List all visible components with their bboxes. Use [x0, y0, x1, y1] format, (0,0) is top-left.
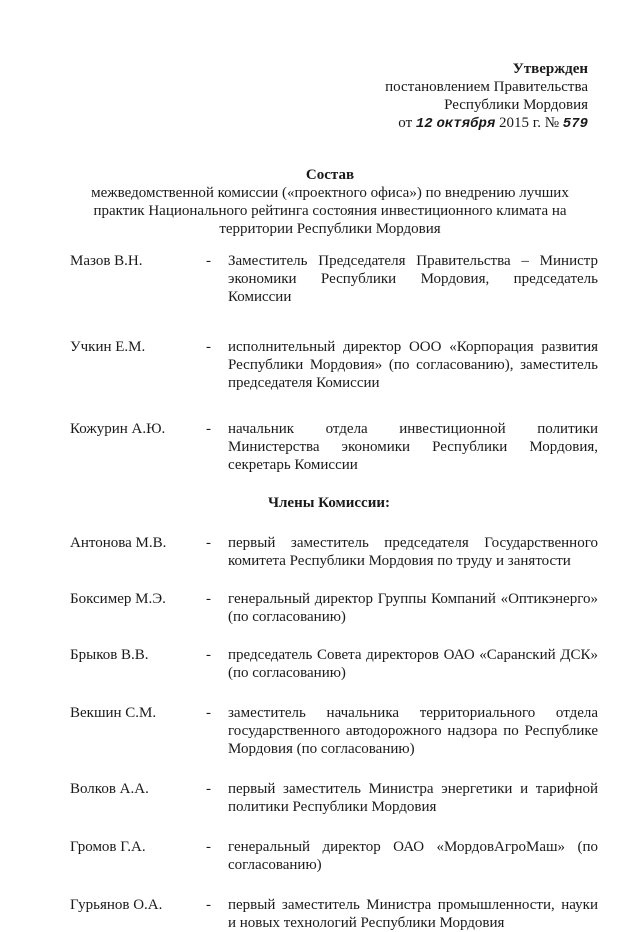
commission-list — [70, 252, 598, 932]
person-name: Мазов В.Н. — [70, 253, 143, 269]
document-number: 579 — [562, 116, 588, 132]
dash: - — [206, 781, 211, 797]
list-item — [70, 338, 598, 392]
person-name: Векшин С.М. — [70, 705, 157, 721]
title-heading: Состав — [305, 167, 355, 183]
list-item — [70, 646, 598, 682]
list-item — [70, 780, 598, 816]
members-heading: Члены Комиссии: — [268, 495, 390, 511]
approval-line-2: постановлением Правительства — [385, 79, 588, 95]
person-role: первый заместитель Министра энергетики и тарифной политики Республики Мордовия — [228, 781, 598, 815]
person-role: Заместитель Председателя Правительства – Министр экономики Республики Мордовия, председатель Комиссии — [228, 253, 598, 305]
person-name: Брыков В.В. — [70, 647, 149, 663]
person-name: Громов Г.А. — [70, 839, 146, 855]
dash: - — [206, 839, 211, 855]
person-role: председатель Совета директоров ОАО «Саранский ДСК» (по согласованию) — [228, 647, 598, 681]
document-title — [60, 166, 600, 238]
person-role: генеральный директор ОАО «МордовАгроМаш» (по согласованию) — [228, 839, 598, 873]
person-role: первый заместитель Министра промышленности, науки и новых технологий Республики Мордовия — [228, 897, 598, 931]
title-line: территории Республики Мордовия — [219, 221, 441, 237]
person-role: генеральный директор Группы Компаний «Оптикэнерго» (по согласованию) — [228, 591, 598, 625]
dash: - — [206, 421, 211, 437]
list-item — [70, 590, 598, 626]
approval-title: Утвержден — [512, 61, 588, 77]
dash: - — [206, 535, 211, 551]
dash: - — [206, 705, 211, 721]
date-prefix: от — [398, 115, 413, 131]
person-name: Боксимер М.Э. — [70, 591, 166, 607]
dash: - — [206, 339, 211, 355]
title-line: межведомственной комиссии («проектного офиса») по внедрению лучших — [91, 185, 569, 201]
dash: - — [206, 647, 211, 663]
person-name: Кожурин А.Ю. — [70, 421, 166, 437]
list-item — [70, 252, 598, 306]
date-year: 2015 г. № — [499, 115, 560, 131]
list-item — [70, 838, 598, 874]
person-name: Гурьянов О.А. — [70, 897, 163, 913]
date-day: 12 — [415, 116, 433, 132]
dash: - — [206, 591, 211, 607]
approval-line-3: Республики Мордовия — [444, 97, 588, 113]
person-role: заместитель начальника территориального отдела государственного автодорожного надзора по Республике Мордовия (по согласованию) — [228, 705, 598, 757]
approval-block — [328, 60, 588, 133]
dash: - — [206, 253, 211, 269]
person-name: Волков А.А. — [70, 781, 149, 797]
list-item — [70, 704, 598, 758]
person-role: начальник отдела инвестиционной политики Министерства экономики Республики Мордовия, секретарь Комиссии — [228, 421, 598, 473]
list-item — [70, 534, 598, 570]
person-name: Антонова М.В. — [70, 535, 167, 551]
title-line: практик Национального рейтинга состояния инвестиционного климата на — [93, 203, 567, 219]
list-item — [70, 420, 598, 474]
date-month: октября — [436, 116, 496, 132]
person-name: Учкин Е.М. — [70, 339, 146, 355]
list-item — [70, 896, 598, 932]
approval-date — [328, 114, 588, 133]
dash: - — [206, 897, 211, 913]
person-role: исполнительный директор ООО «Корпорация развития Республики Мордовия» (по согласованию), заместитель председателя Комиссии — [228, 339, 598, 391]
person-role: первый заместитель председателя Государственного комитета Республики Мордовия по труду и занятости — [228, 535, 598, 569]
